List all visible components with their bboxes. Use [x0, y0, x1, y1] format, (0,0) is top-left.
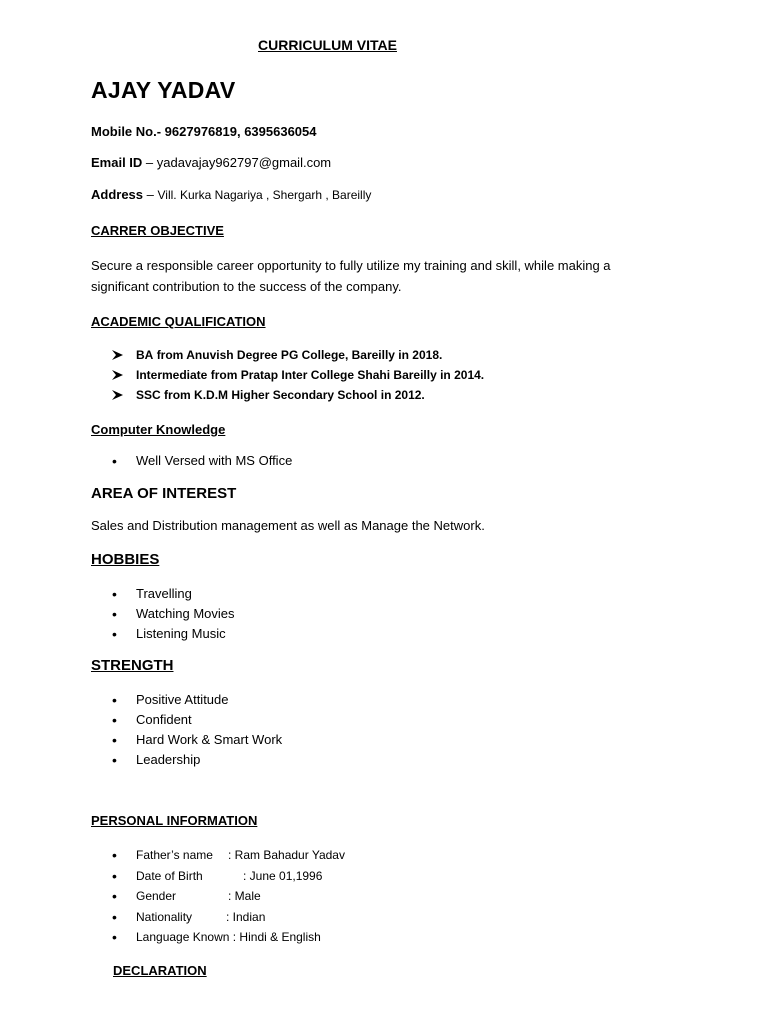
bullet-icon	[112, 584, 128, 605]
arrow-bullet-icon	[112, 385, 128, 400]
list-item-text: Listening Music	[136, 626, 226, 641]
personal-value: : Ram Bahadur Yadav	[228, 848, 345, 862]
list-item	[112, 907, 345, 928]
hobbies-heading: HOBBIES	[91, 551, 160, 568]
candidate-name: AJAY YADAV	[91, 77, 236, 103]
arrow-bullet-icon	[112, 365, 128, 380]
email-line	[91, 155, 331, 170]
personal-value: : Male	[228, 889, 261, 903]
list-item	[112, 604, 235, 624]
list-item	[112, 365, 484, 385]
hobbies-list	[112, 584, 235, 644]
list-item	[112, 710, 282, 730]
list-item	[112, 385, 484, 405]
list-item	[112, 730, 282, 750]
objective-line-2: significant contribution to the success of the company.	[91, 279, 402, 294]
list-item	[112, 750, 282, 770]
bullet-icon	[112, 845, 128, 867]
personal-value: : Indian	[226, 909, 266, 924]
interest-heading: AREA OF INTEREST	[91, 485, 237, 502]
mobile-line	[91, 124, 317, 139]
personal-value: : June 01,1996	[243, 868, 323, 883]
qualification-text: from Pratap Inter College Shahi Bareilly in 2014.	[210, 368, 485, 382]
objective-heading: CARRER OBJECTIVE	[91, 223, 224, 238]
objective-line-1: Secure a responsible career opportunity to fully utilize my training and skill, while making a	[91, 258, 611, 273]
address-line	[91, 187, 371, 202]
computer-heading: Computer Knowledge	[91, 422, 226, 437]
qualification-text: from Anuvish Degree PG College, Bareilly in 2018.	[156, 348, 443, 362]
mobile-label: Mobile No.-	[91, 124, 162, 139]
personal-key: Date of Birth	[136, 868, 203, 883]
personal-key: Language Known	[136, 930, 230, 944]
bullet-icon	[112, 624, 128, 645]
personal-list	[112, 845, 345, 948]
bullet-icon	[112, 866, 128, 888]
declaration-heading: DECLARATION	[113, 963, 207, 978]
list-item	[112, 845, 345, 866]
qualification-text: from K.D.M Higher Secondary School in 2012.	[164, 388, 425, 402]
email-label: Email ID	[91, 155, 143, 170]
qualification-label: BA	[136, 348, 154, 362]
personal-heading: PERSONAL INFORMATION	[91, 813, 258, 828]
bullet-icon	[112, 907, 128, 929]
list-item	[112, 624, 235, 644]
bullet-icon	[112, 750, 128, 771]
personal-key: Nationality	[136, 909, 193, 924]
academic-heading: ACADEMIC QUALIFICATION	[91, 314, 266, 329]
bullet-icon	[112, 886, 128, 908]
personal-value: : Hindi & English	[232, 930, 321, 944]
bullet-icon	[112, 451, 128, 472]
list-item	[112, 690, 282, 710]
personal-key: Gender	[136, 889, 177, 903]
strength-list	[112, 690, 282, 770]
academic-list	[112, 345, 484, 405]
list-item	[112, 584, 235, 604]
list-item	[112, 866, 345, 887]
email-value: yadavajay962797@gmail.com	[156, 155, 332, 170]
list-item-text: Well Versed with MS Office	[136, 453, 293, 468]
list-item-text: Hard Work & Smart Work	[136, 732, 283, 747]
qualification-label: SSC	[136, 388, 161, 402]
bullet-icon	[112, 730, 128, 751]
bullet-icon	[112, 710, 128, 731]
bullet-icon	[112, 927, 128, 949]
interest-text: Sales and Distribution management as well as Manage the Network.	[91, 518, 485, 533]
list-item-text: Confident	[136, 712, 192, 727]
list-item-text: Leadership	[136, 752, 201, 767]
computer-list	[112, 451, 292, 471]
list-item	[112, 886, 345, 907]
address-value: Vill. Kurka Nagariya , Shergarh , Bareilly	[157, 188, 372, 202]
personal-key: Father’s name	[136, 848, 213, 862]
document-title: CURRICULUM VITAE	[258, 37, 397, 53]
objective-text	[91, 255, 691, 297]
email-separator: –	[145, 155, 154, 170]
list-item-text: Travelling	[136, 586, 192, 601]
list-item	[112, 345, 484, 365]
bullet-icon	[112, 604, 128, 625]
mobile-value: 9627976819, 6395636054	[164, 124, 317, 139]
address-label: Address	[91, 187, 144, 202]
strength-heading: STRENGTH	[91, 657, 174, 674]
qualification-label: Intermediate	[136, 368, 208, 382]
bullet-icon	[112, 690, 128, 711]
list-item-text: Watching Movies	[136, 606, 235, 621]
list-item	[112, 451, 292, 471]
arrow-bullet-icon	[112, 345, 128, 360]
list-item-text: Positive Attitude	[136, 692, 229, 707]
list-item	[112, 927, 345, 948]
address-separator: –	[146, 187, 154, 202]
